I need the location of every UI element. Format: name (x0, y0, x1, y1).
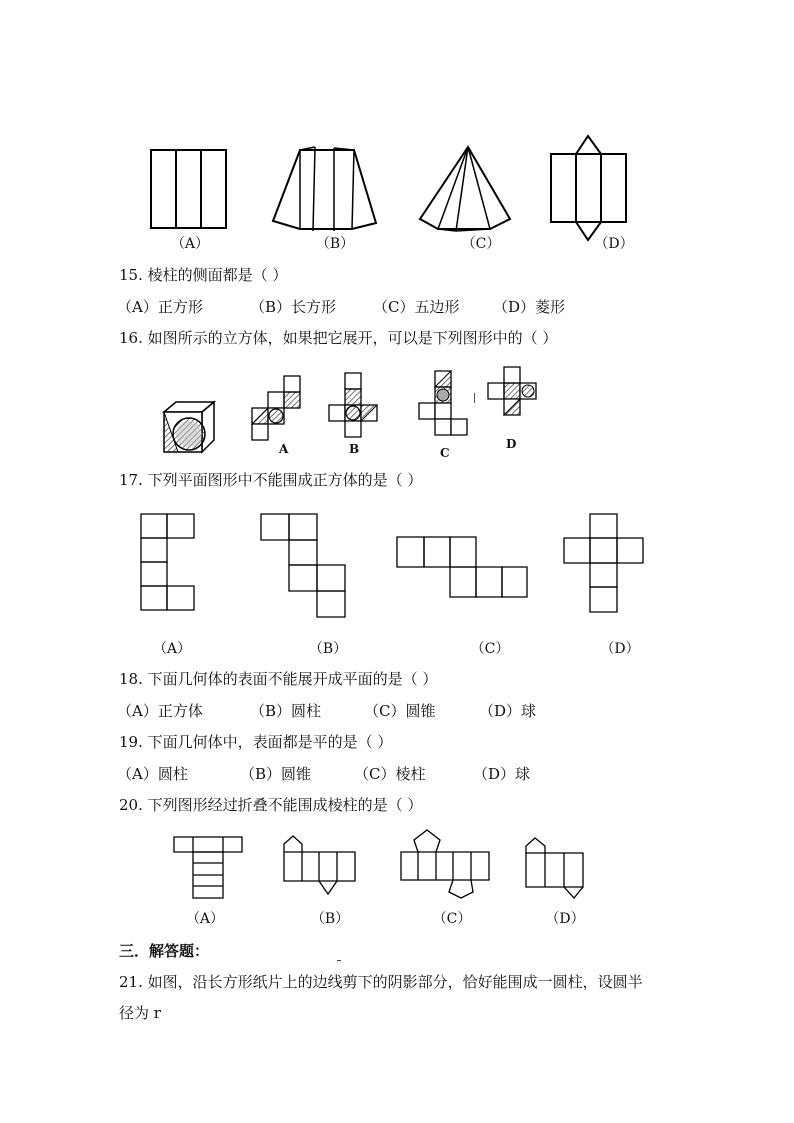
q17-net-c (396, 536, 530, 598)
q17-label-b: （B） (308, 641, 348, 657)
q15-option-a: （A）正方形 (117, 298, 203, 316)
figure-14-label-a: （A） (170, 236, 210, 252)
q18-option-c: （C）圆锥 (364, 702, 436, 720)
q16-label-c: C (440, 446, 450, 460)
q17-label-c: （C） (470, 641, 510, 657)
q16-label-a: A (279, 442, 289, 456)
q16-label-b: B (349, 442, 360, 456)
q18-option-d: （D）球 (479, 702, 537, 720)
q17-net-b (260, 513, 350, 619)
section-3-title: 三．解答题： (119, 942, 210, 960)
q20-net-b (282, 834, 358, 898)
question-21-line-2: 径为 r (119, 1004, 161, 1022)
q17-label-a: （A） (152, 641, 192, 657)
question-20: 20. 下列图形经过折叠不能围成棱柱的是（ ） (119, 796, 423, 814)
small-dash-mark (337, 960, 341, 961)
q20-label-b: （B） (310, 911, 350, 927)
q15-option-d: （D）菱形 (493, 298, 566, 316)
q16-net-c (417, 370, 471, 442)
q16-net-b (328, 372, 380, 440)
question-21-line-1: 21. 如图，沿长方形纸片上的边线剪下的阴影部分，恰好能围成一圆柱，设圆半 (119, 973, 643, 991)
figure-14-a-rectangles (150, 150, 230, 230)
question-17: 17. 下列平面图形中不能围成正方体的是（ ） (119, 471, 423, 489)
q15-option-c: （C）五边形 (373, 298, 460, 316)
figure-14-label-b: （B） (315, 236, 355, 252)
q20-net-d (524, 836, 588, 902)
q16-net-d (486, 366, 538, 436)
q16-cube-figure (162, 400, 218, 456)
figure-14-label-d: （D） (594, 236, 634, 252)
q19-option-a: （A）圆柱 (117, 765, 188, 783)
q20-label-c: （C） (432, 911, 472, 927)
figure-14-c-pyramid (418, 145, 514, 235)
q19-option-b: （B）圆锥 (240, 765, 312, 783)
q17-net-d (563, 513, 647, 615)
q17-net-a (140, 513, 198, 613)
q16-net-a (250, 375, 302, 441)
figure-14-d-prism-net (548, 134, 632, 244)
q19-option-d: （D）球 (473, 765, 531, 783)
q17-label-d: （D） (600, 641, 640, 657)
q15-option-b: （B）长方形 (250, 298, 337, 316)
stray-mark (474, 393, 475, 403)
q18-option-a: （A）正方体 (117, 702, 203, 720)
question-15: 15. 棱柱的侧面都是（ ） (119, 266, 288, 284)
q18-option-b: （B）圆柱 (250, 702, 322, 720)
q20-net-a (173, 836, 245, 900)
question-18: 18. 下面几何体的表面不能展开成平面的是（ ） (119, 670, 438, 688)
figure-14-b-fan (270, 143, 380, 233)
q20-net-c (399, 826, 493, 900)
q16-label-d: D (506, 437, 517, 451)
q20-label-d: （D） (545, 911, 585, 927)
question-19: 19. 下面几何体中，表面都是平的是（ ） (119, 733, 393, 751)
q19-option-c: （C）棱柱 (354, 765, 426, 783)
question-16: 16. 如图所示的立方体，如果把它展开，可以是下列图形中的（ ） (119, 329, 558, 347)
q20-label-a: （A） (185, 911, 225, 927)
figure-14-label-c: （C） (461, 236, 501, 252)
